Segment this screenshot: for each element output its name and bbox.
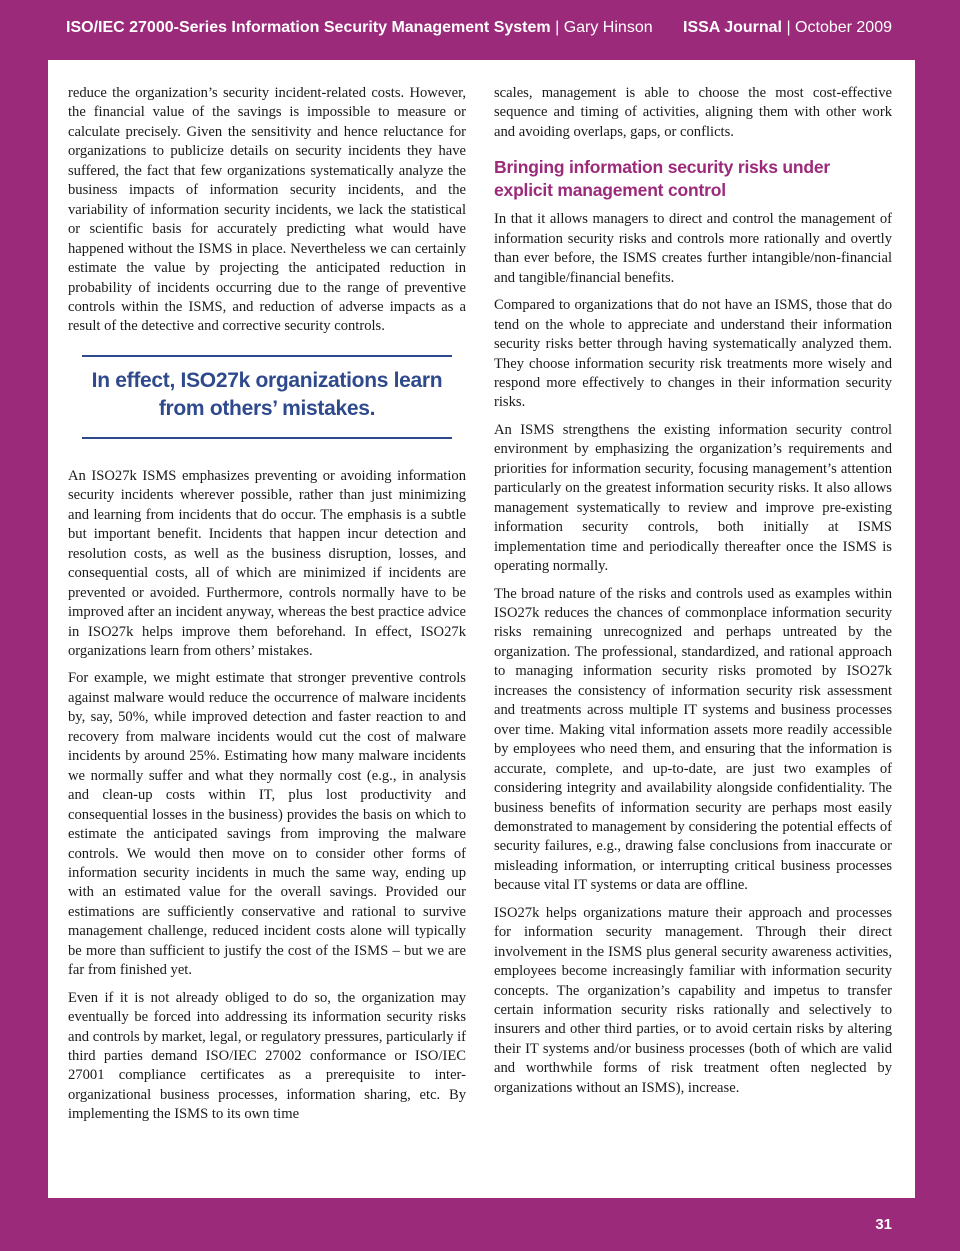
page-number: 31: [875, 1216, 892, 1233]
header-left: [66, 19, 653, 37]
right-paragraph-2: In that it allows managers to direct and control the management of information security risks and controls more rationally and overtly than ever before, the ISMS creates further intangible/non-financial and tangible/financial benefits.: [494, 211, 892, 286]
right-paragraph-3: Compared to organizations that do not have an ISMS, those that do tend on the whole to appreciate and understand their information security risks better through having systematically analyzed them. They choose information security risk treatments more wisely and respond more effectively to changes in their information security risks.: [494, 297, 892, 411]
page-header: [0, 0, 960, 60]
right-paragraph-4: An ISMS strengthens the existing information security control environment by emphasizing the organization’s requirements and priorities for information security, focusing management’s attention particularly on the greatest information security risks. It also allows management systematically to review and improve pre-existing information security controls, both initially at ISMS implementation time and periodically thereafter once the ISMS is operating normally.: [494, 421, 892, 575]
article-page: [48, 60, 915, 1198]
left-paragraph-4: Even if it is not already obliged to do so, the organization may eventually be forced into addressing its information security risks and controls by market, legal, or regulatory pressures, particularly if third parties demand ISO/IEC 27002 conformance or ISO/IEC 27001 compliance certificates as a prerequisite to inter-organizational business processes, information sharing, etc. By implementing the ISMS to its own time: [68, 989, 466, 1123]
pull-quote-line-2: from others’ mistakes.: [158, 396, 376, 420]
left-paragraph-1: reduce the organization’s security incident-related costs. However, the financial value of the savings is impossible to measure or calculate precisely. Given the sensitivity and hence reluctance for organizations to publicize details on security incidents they have suffered, the fact that few organizations systematically analyze the business impacts of information security incidents, and the variability of information security incidents, we lack the statistical or scientific basis for accurately predicting what would have happened without the ISMS in place. Nevertheless we can certainly estimate the value by projecting the anticipated reduction in probability of incidents occurring due to the range of preventive controls within the ISMS, and reduction of adverse impacts as a result of the detective and corrective security controls.: [68, 85, 466, 335]
pull-quote-line-1: In effect, ISO27k organizations learn: [91, 368, 443, 392]
right-paragraph-1: scales, management is able to choose the most cost-effective sequence and timing of activities, aligning them with other work and avoiding overlaps, gaps, or conflicts.: [494, 85, 892, 140]
right-column: [494, 84, 892, 1106]
left-paragraph-3: For example, we might estimate that stronger preventive controls against malware would reduce the occurrence of malware incidents by, say, 50%, while improved detection and faster reaction to and recovery from malware incidents would cut the cost of malware incidents by around 25%. Estimating how many malware incidents we normally suffer and what they normally cost (e.g., in analysis and clean-up costs within IT, plus lost productivity and consequential losses in the business) provides the basis on which to estimate the anticipated savings from improving the malware controls. We would then move on to consider other forms of information security incidents in much the same way, ending up with an estimated value for the overall savings. Provided our estimations are sufficiently conservative and rational to survive management challenge, reduced incident costs alone will typically be more than sufficient to justify the cost of the ISMS – but we are far from finished yet.: [68, 670, 466, 979]
right-paragraph-6: ISO27k helps organizations mature their approach and processes for information security management. Through their direct involvement in the ISMS plus general security awareness activities, employees become increasingly familiar with information security concepts. The organization’s capability and impetus to transfer certain information security risks rationally and selectively to insurers and other third parties, or to avoid certain risks by altering their IT systems and/or business processes (both of which are valid and worthwhile forms of risk treatment often neglected by organizations without an ISMS), increase.: [494, 904, 892, 1096]
pull-quote: [82, 355, 452, 439]
journal-name: ISSA Journal: [683, 19, 782, 36]
left-paragraph-2: An ISO27k ISMS emphasizes preventing or avoiding information security incidents wherever possible, rather than just minimizing and learning from incidents that do occur. The emphasis is a subtle but important benefit. Incidents that happen incur detection and resolution costs, as well as the business disruption, losses, and consequential costs, all of which are minimized if incidents are prevented or avoided. Furthermore, controls normally have to be improved after an incident anyway, whereas the best practice advice in ISO27k helps improve them beforehand. In effect, ISO27k organizations learn from others’ mistakes.: [68, 467, 466, 659]
right-paragraph-5: The broad nature of the risks and controls used as examples within ISO27k reduces the chances of commonplace information security risks remaining unrecognized and perhaps untreated by the organization. The professional, standardized, and rational approach to managing information security risks promoted by ISO27k increases the consistency of information security risk assessment and treatments across multiple IT systems and business processes over time. Making vital information assets more readily accessible by employees who need them, and ensuring that the information is accurate, complete, and up-to-date, are just two examples of considering integrity and availability alongside confidentiality. The business benefits of information security are perhaps most easily demonstrated to management by considering the potential effects of security failures, e.g., drawing false conclusions from inaccurate or misleading information, or interrupting critical business processes because vital IT systems or data are offline.: [494, 585, 892, 894]
issue-date: October 2009: [795, 19, 892, 36]
series-title: ISO/IEC 27000-Series Information Security Management System: [66, 19, 551, 36]
header-right: [683, 19, 892, 37]
section-heading: Bringing information security risks under explicit management control: [494, 157, 831, 201]
journal-separator: |: [786, 19, 791, 36]
header-separator: |: [555, 19, 560, 36]
left-column: [68, 84, 466, 1133]
author-name: Gary Hinson: [563, 19, 653, 36]
